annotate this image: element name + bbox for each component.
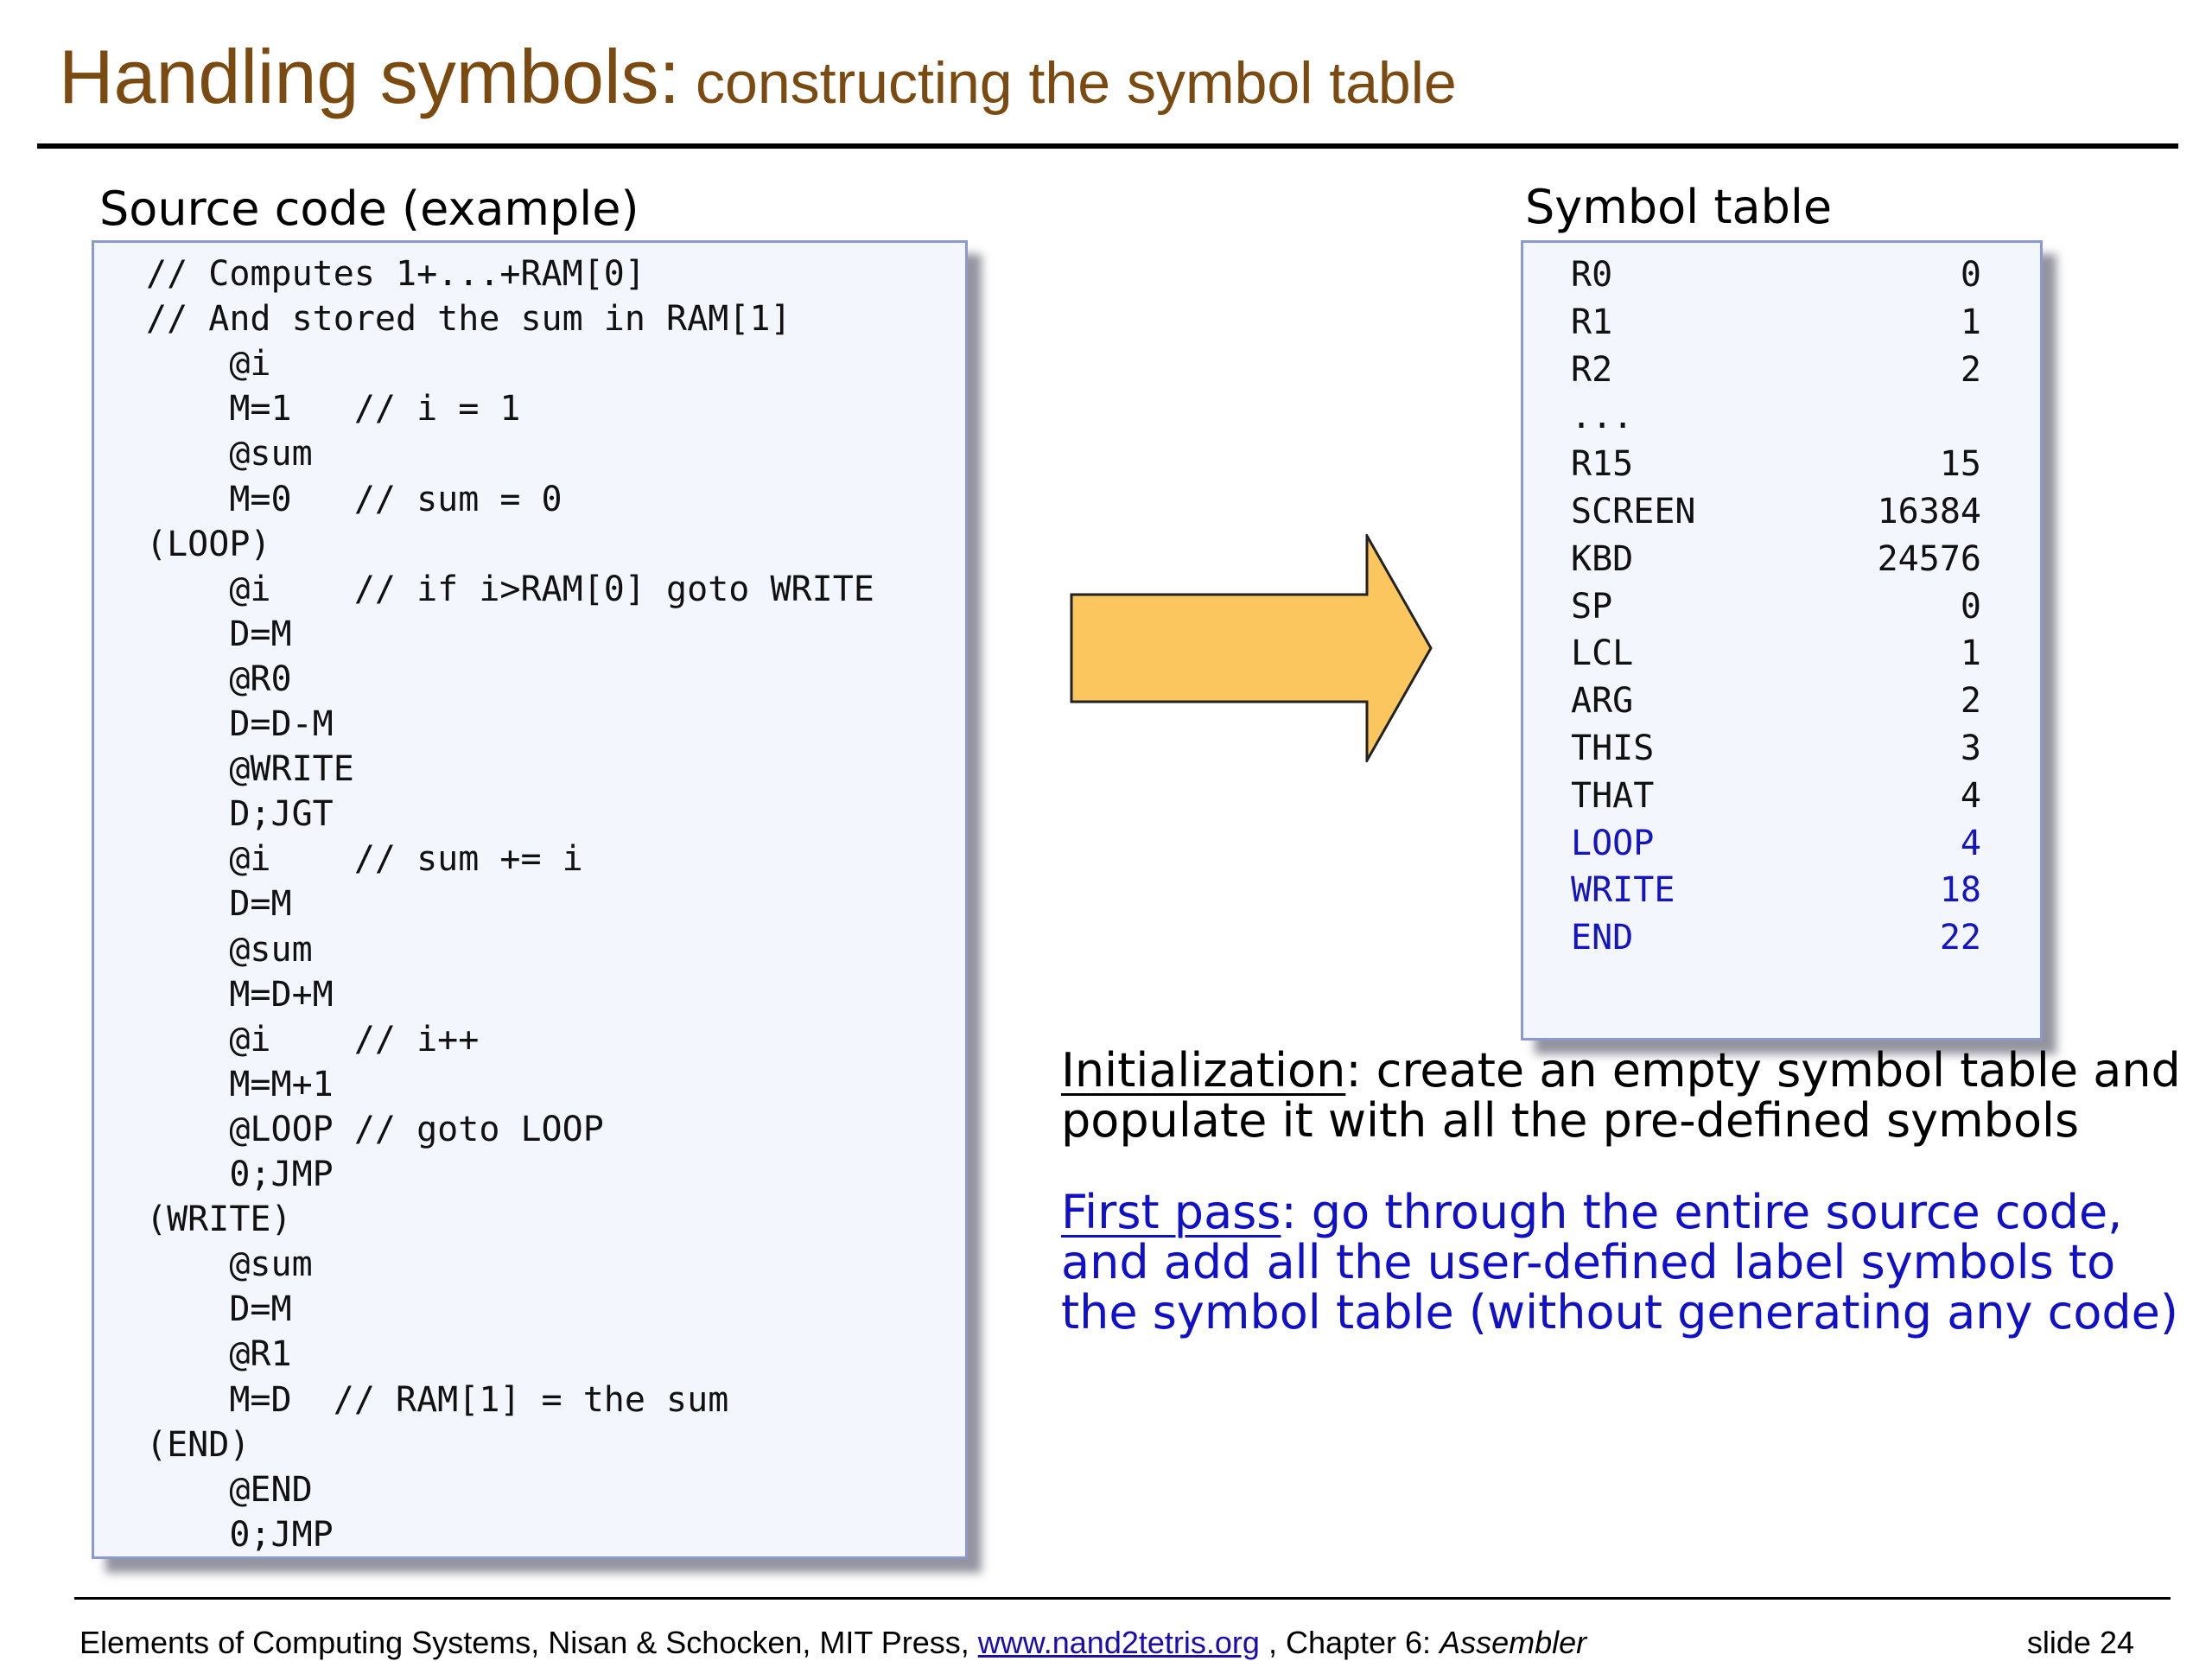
code-line: D=M xyxy=(146,1289,292,1330)
symbol-address: 0 xyxy=(1960,586,1981,627)
title-divider xyxy=(37,143,2178,149)
code-line: // And stored the sum in RAM[1] xyxy=(146,299,791,340)
symbol-name: LCL xyxy=(1571,633,1634,674)
code-line: M=D // RAM[1] = the sum xyxy=(146,1379,729,1420)
symbol-name: ... xyxy=(1571,397,1634,437)
first-pass-term: First pass xyxy=(1061,1185,1281,1239)
symbol-row xyxy=(1523,729,2040,767)
slide-number: slide 24 xyxy=(2026,1625,2134,1660)
code-line: @i xyxy=(146,344,271,385)
code-line: 0;JMP xyxy=(146,1155,334,1194)
code-line: @i // sum += i xyxy=(146,839,583,880)
symbol-address: 15 xyxy=(1939,444,1981,485)
symbol-row xyxy=(1523,302,2040,340)
slide-title xyxy=(59,34,1457,119)
code-line: @R0 xyxy=(146,659,292,699)
symbol-name: R0 xyxy=(1571,255,1613,295)
symbol-address: 18 xyxy=(1939,870,1981,911)
symbol-address: 4 xyxy=(1960,775,1981,816)
symbol-name: R15 xyxy=(1571,444,1634,485)
code-line: @END xyxy=(146,1469,313,1510)
code-line: @sum xyxy=(146,434,313,474)
symbol-row xyxy=(1523,587,2040,625)
symbol-row xyxy=(1523,444,2040,485)
code-line: // Computes 1+...+RAM[0] xyxy=(146,254,645,294)
symbol-row xyxy=(1523,397,2040,435)
code-line: D=M xyxy=(146,614,292,654)
symbol-address: 1 xyxy=(1960,302,1981,342)
symbol-name: LOOP xyxy=(1571,823,1655,863)
initialization-term: Initialization xyxy=(1061,1043,1346,1098)
symbol-address: 2 xyxy=(1960,349,1981,390)
symbol-name: SCREEN xyxy=(1571,492,1696,531)
right-arrow-icon xyxy=(1070,534,1433,762)
symbol-row xyxy=(1523,681,2040,722)
code-line: (LOOP) xyxy=(146,524,271,564)
symbol-row xyxy=(1523,870,2040,911)
title-subtitle: constructing the symbol table xyxy=(696,50,1457,116)
symbol-name: END xyxy=(1571,918,1634,958)
symbol-name: KBD xyxy=(1571,538,1634,579)
symbol-row xyxy=(1523,492,2040,530)
code-line: (END) xyxy=(146,1424,251,1465)
footer-divider xyxy=(74,1597,2171,1600)
first-pass-note xyxy=(1061,1187,2184,1338)
website-link[interactable]: www.nand2tetris.org xyxy=(977,1625,1260,1660)
code-line: 0;JMP xyxy=(146,1514,334,1555)
code-line: M=1 // i = 1 xyxy=(146,389,521,430)
code-line: M=M+1 xyxy=(146,1064,334,1104)
symbol-address: 22 xyxy=(1939,918,1981,958)
symbol-address: 24576 xyxy=(1877,538,1981,579)
footer-chapter-text: , Chapter 6: xyxy=(1268,1625,1432,1660)
symbol-address: 1 xyxy=(1960,633,1981,674)
footer-chapter-name: Assembler xyxy=(1440,1625,1587,1660)
symbol-name: R1 xyxy=(1571,302,1613,342)
code-line: @sum xyxy=(146,1244,313,1285)
code-line: @R1 xyxy=(146,1334,292,1375)
code-line: D=M xyxy=(146,884,292,925)
code-line: M=D+M xyxy=(146,974,334,1015)
code-line: @i // i++ xyxy=(146,1019,480,1060)
first-pass-text: : go through the entire source code, and add all the user-defined label symbols to the symbol table (without generating any code) xyxy=(1061,1185,2178,1340)
code-line: D;JGT xyxy=(146,794,334,835)
symbol-name: ARG xyxy=(1571,681,1634,722)
symbol-address: 0 xyxy=(1960,255,1981,295)
symbol-row xyxy=(1523,824,2040,862)
symbol-address: 2 xyxy=(1960,681,1981,722)
symbol-name: R2 xyxy=(1571,349,1613,390)
footer-citation xyxy=(79,1625,1586,1661)
symbol-name: SP xyxy=(1571,586,1613,627)
code-line: (WRITE) xyxy=(146,1200,292,1240)
symbol-table-label: Symbol table xyxy=(1525,180,1833,234)
code-line: @LOOP // goto LOOP xyxy=(146,1109,604,1149)
symbol-name: THAT xyxy=(1571,775,1655,816)
initialization-note xyxy=(1061,1043,2184,1148)
source-code-label: Source code (example) xyxy=(99,181,639,236)
symbol-table-box xyxy=(1521,240,2043,1041)
source-code-box xyxy=(92,240,968,1559)
initialization-text: : create an empty symbol table and populate it with all the pre-defined symbols xyxy=(1061,1043,2181,1148)
symbol-name: THIS xyxy=(1571,729,1655,768)
symbol-row xyxy=(1523,255,2040,293)
symbol-address: 4 xyxy=(1960,823,1981,863)
code-line: @sum xyxy=(146,929,313,970)
code-line: @WRITE xyxy=(146,749,354,790)
symbol-row xyxy=(1523,539,2040,577)
code-line: M=0 // sum = 0 xyxy=(146,479,563,519)
title-main: Handling symbols: xyxy=(59,34,680,119)
symbol-name: WRITE xyxy=(1571,870,1675,911)
symbol-row xyxy=(1523,776,2040,814)
symbol-row xyxy=(1523,918,2040,956)
code-line: @i // if i>RAM[0] goto WRITE xyxy=(146,569,874,609)
symbol-row xyxy=(1523,350,2040,388)
symbol-address: 16384 xyxy=(1877,492,1981,531)
symbol-row xyxy=(1523,633,2040,674)
code-line: D=D-M xyxy=(146,704,334,744)
symbol-address: 3 xyxy=(1960,729,1981,768)
footer-citation-text: Elements of Computing Systems, Nisan & Schocken, MIT Press, xyxy=(79,1625,969,1660)
